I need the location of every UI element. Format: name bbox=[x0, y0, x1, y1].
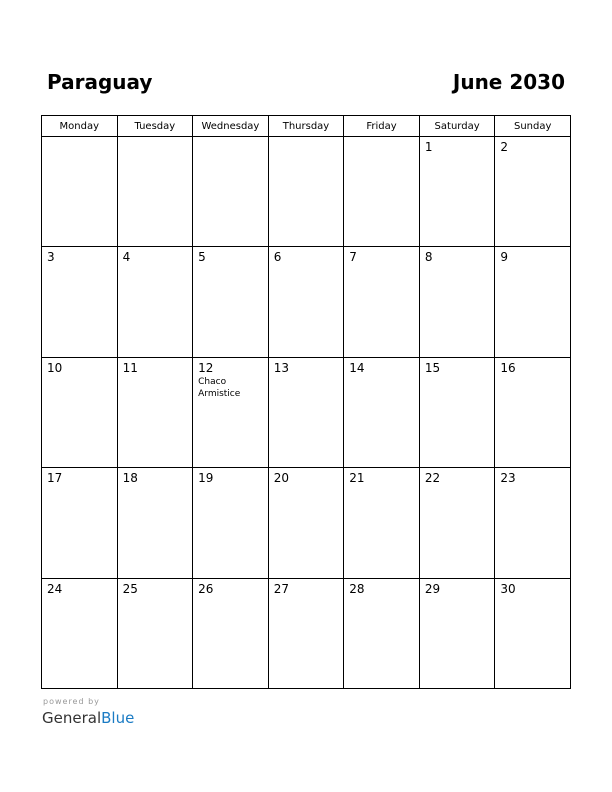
weekday-header-row bbox=[42, 116, 571, 137]
day-number: 24 bbox=[47, 581, 63, 596]
calendar-grid bbox=[41, 115, 571, 689]
day-cell bbox=[344, 578, 420, 688]
calendar-body bbox=[42, 137, 571, 689]
day-cell bbox=[419, 357, 495, 467]
day-number: 12 bbox=[198, 360, 214, 375]
day-number: 30 bbox=[500, 581, 516, 596]
weekday-monday: Monday bbox=[42, 116, 118, 137]
day-number: 3 bbox=[47, 250, 55, 265]
day-cell bbox=[495, 247, 571, 357]
day-number bbox=[193, 137, 268, 140]
week-row bbox=[42, 357, 571, 467]
day-number: 22 bbox=[424, 471, 441, 486]
day-cell bbox=[193, 357, 269, 467]
day-cell bbox=[193, 578, 269, 688]
day-cell bbox=[117, 357, 193, 467]
day-cell bbox=[344, 357, 420, 467]
day-number: 13 bbox=[273, 360, 289, 375]
day-number: 14 bbox=[349, 360, 365, 375]
weekday-wednesday: Wednesday bbox=[193, 116, 269, 137]
day-cell bbox=[117, 578, 193, 688]
day-cell bbox=[268, 247, 344, 357]
day-cell bbox=[268, 357, 344, 467]
day-number: 11 bbox=[122, 360, 138, 375]
day-number: 5 bbox=[198, 250, 206, 265]
week-row bbox=[42, 137, 571, 247]
day-number: 9 bbox=[500, 250, 509, 265]
day-number: 28 bbox=[349, 581, 365, 596]
day-cell bbox=[42, 578, 118, 688]
holiday-label: Chaco Armistice bbox=[198, 376, 241, 399]
week-row bbox=[42, 247, 571, 357]
day-cell bbox=[117, 468, 193, 578]
day-cell bbox=[495, 137, 571, 247]
day-cell bbox=[495, 578, 571, 688]
weekday-sunday: Sunday bbox=[495, 116, 571, 137]
day-number: 16 bbox=[500, 360, 516, 375]
week-row bbox=[42, 578, 571, 688]
day-cell bbox=[419, 468, 495, 578]
day-number: 6 bbox=[273, 250, 282, 265]
day-cell bbox=[344, 137, 420, 247]
country-title: Paraguay bbox=[47, 70, 153, 94]
day-cell bbox=[42, 468, 118, 578]
day-number: 4 bbox=[122, 250, 131, 265]
weekday-saturday: Saturday bbox=[419, 116, 495, 137]
day-cell bbox=[117, 247, 193, 357]
day-number bbox=[118, 137, 193, 140]
day-number: 25 bbox=[122, 581, 138, 596]
day-number bbox=[269, 137, 344, 140]
day-number: 23 bbox=[500, 471, 516, 486]
day-cell bbox=[268, 137, 344, 247]
day-number bbox=[344, 137, 419, 140]
brand-blue-text: Blue bbox=[101, 709, 135, 727]
day-number: 7 bbox=[349, 250, 357, 265]
day-cell bbox=[495, 468, 571, 578]
day-number: 21 bbox=[349, 471, 365, 486]
day-number: 29 bbox=[424, 581, 441, 596]
day-number: 2 bbox=[500, 140, 509, 154]
day-cell bbox=[193, 247, 269, 357]
day-cell bbox=[193, 137, 269, 247]
day-cell bbox=[419, 247, 495, 357]
weekday-thursday: Thursday bbox=[268, 116, 344, 137]
day-number: 27 bbox=[273, 581, 289, 596]
day-number: 26 bbox=[198, 581, 214, 596]
brand-general-text: General bbox=[42, 709, 102, 727]
day-cell bbox=[193, 468, 269, 578]
day-cell bbox=[268, 578, 344, 688]
day-number: 8 bbox=[424, 250, 433, 265]
brand-logo bbox=[42, 709, 134, 727]
weekday-tuesday: Tuesday bbox=[117, 116, 193, 137]
day-cell bbox=[117, 137, 193, 247]
day-cell bbox=[344, 247, 420, 357]
day-number: 1 bbox=[424, 140, 433, 154]
day-cell bbox=[419, 578, 495, 688]
powered-by-text: powered by bbox=[43, 697, 100, 706]
month-title: June 2030 bbox=[452, 70, 565, 94]
day-cell bbox=[42, 137, 118, 247]
day-number: 19 bbox=[198, 471, 214, 486]
day-number bbox=[42, 137, 117, 140]
day-cell bbox=[42, 357, 118, 467]
day-cell bbox=[495, 357, 571, 467]
day-cell bbox=[344, 468, 420, 578]
week-row bbox=[42, 468, 571, 578]
day-number: 15 bbox=[424, 360, 441, 375]
day-number: 18 bbox=[122, 471, 138, 486]
day-number: 17 bbox=[47, 471, 63, 486]
weekday-friday: Friday bbox=[344, 116, 420, 137]
day-number: 10 bbox=[47, 360, 63, 375]
day-cell bbox=[419, 137, 495, 247]
day-cell bbox=[268, 468, 344, 578]
day-number: 20 bbox=[273, 471, 289, 486]
day-cell bbox=[42, 247, 118, 357]
